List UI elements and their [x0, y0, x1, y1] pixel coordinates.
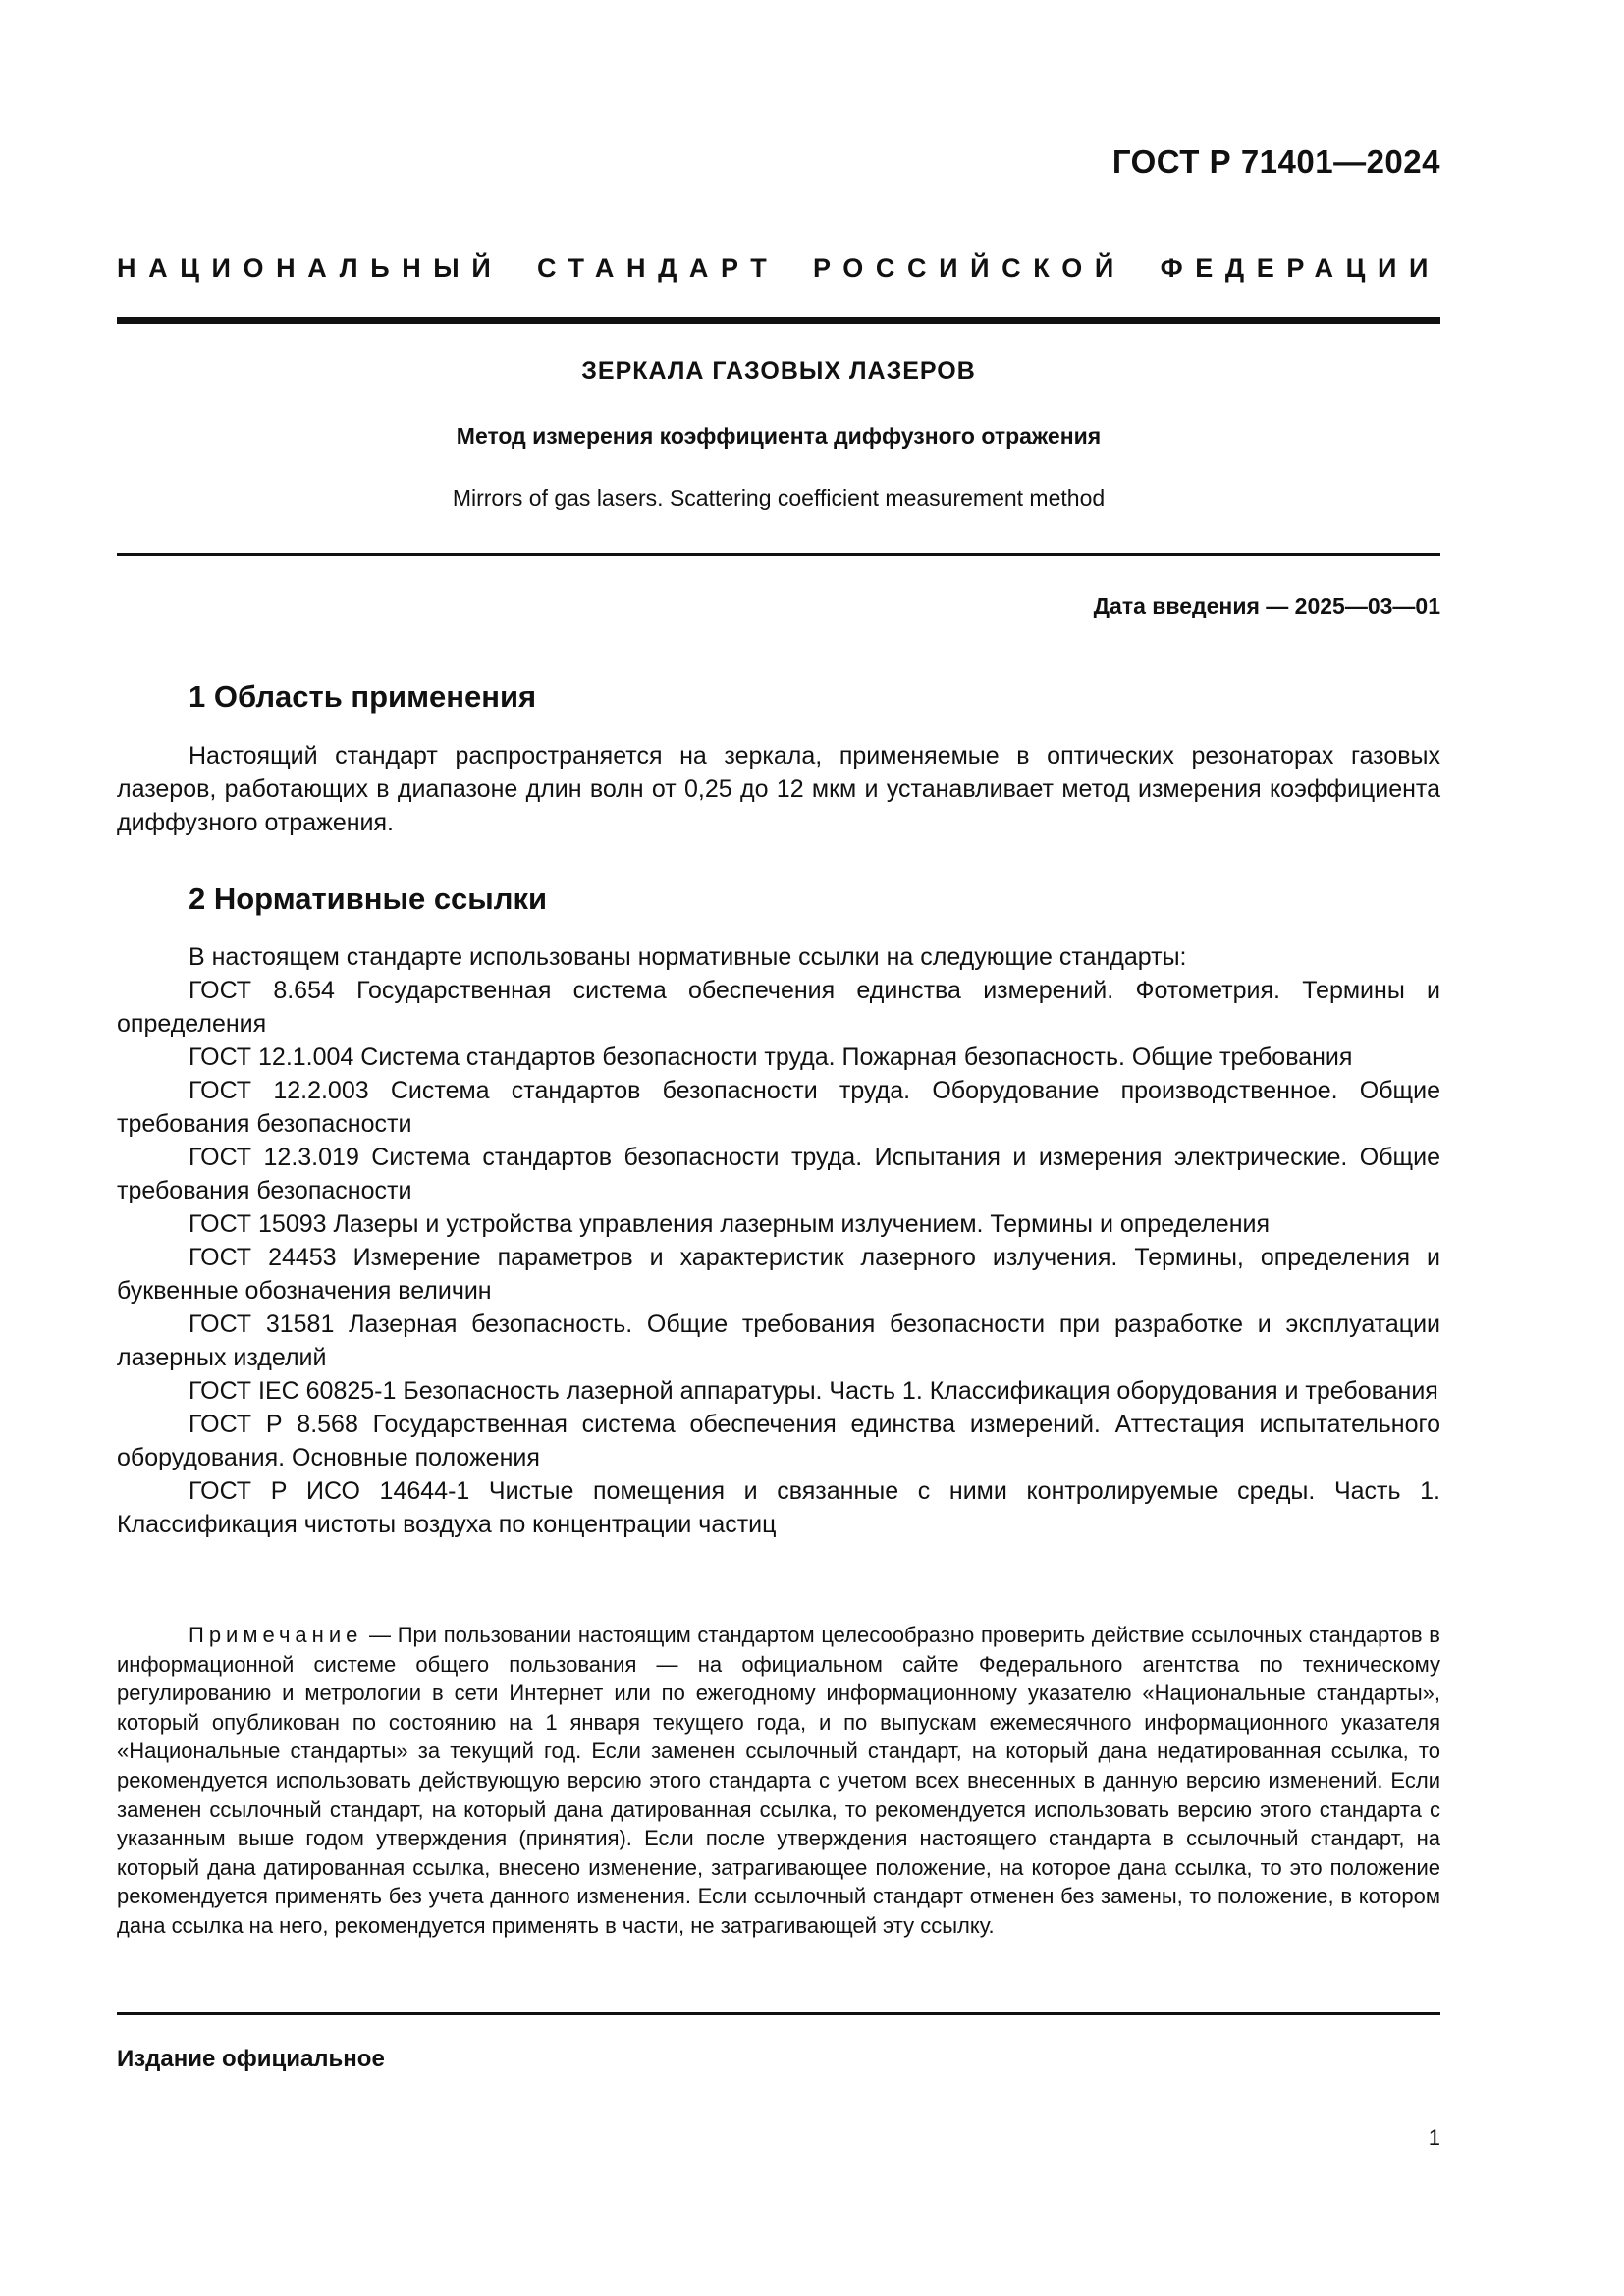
section-1-body	[117, 739, 1440, 839]
reference-item: ГОСТ 15093 Лазеры и устройства управления лазерным излучением. Термины и определения	[189, 1210, 1271, 1238]
note-block	[117, 1621, 1440, 1941]
document-title: ЗЕРКАЛА ГАЗОВЫХ ЛАЗЕРОВ	[581, 357, 976, 385]
note-text: — При пользовании настоящим стандартом целесообразно проверить действие ссылочных стандартов в информационной системе общего пользования — на официальном сайте Федерального агентства по техническому регулированию и метрологии в сети Интернет или по ежегодному информационному указателю «Национальные стандарты», который опубликован по состоянию на 1 января текущего года, и по выпускам ежемесячного информационного указателя «Национальные стандарты» за текущий год. Если заменен ссылочный стандарт, на который дана недатированная ссылка, то рекомендуется использовать действующую версию этого стандарта с учетом всех внесенных в данную версию изменений. Если заменен ссылочный стандарт, на который дана датированная ссылка, то рекомендуется использовать версию этого стандарта с указанным выше годом утверждения (принятия). Если после утверждения настоящего стандарта в ссылочный стандарт, на который дана датированная ссылка, внесено изменение, затрагивающее положение, на которое дана ссылка, то это положение рекомендуется применять без учета данного изменения. Если ссылочный стандарт отменен без замены, то положение, в котором дана ссылка на него, рекомендуется применять в части, не затрагивающей эту ссылку.	[117, 1623, 1440, 1938]
reference-item: ГОСТ 8.654 Государственная система обеспечения единства измерений. Фотометрия. Термины и определения	[117, 977, 1440, 1038]
reference-item: ГОСТ 24453 Измерение параметров и характеристик лазерного излучения. Термины, определения и буквенные обозначения величин	[117, 1244, 1440, 1305]
note-label: Примечание	[189, 1623, 363, 1647]
title-divider	[117, 553, 1440, 556]
section-1-paragraph: Настоящий стандарт распространяется на зеркала, применяемые в оптических резонаторах газовых лазеров, работающих в диапазоне длин волн от 0,25 до 12 мкм и устанавливает метод измерения коэффициента диффузного отражения.	[117, 742, 1440, 836]
reference-item: ГОСТ 12.3.019 Система стандартов безопасности труда. Испытания и измерения электрические. Общие требования безопасности	[117, 1144, 1440, 1204]
section-2-intro: В настоящем стандарте использованы нормативные ссылки на следующие стандарты:	[189, 943, 1187, 971]
document-title-english: Mirrors of gas lasers. Scattering coefficient measurement method	[452, 485, 1106, 510]
section-2-heading: 2 Нормативные ссылки	[189, 881, 548, 916]
page-number: 1	[1428, 2125, 1440, 2150]
reference-item: ГОСТ 12.2.003 Система стандартов безопасности труда. Оборудование производственное. Общие требования безопасности	[117, 1077, 1440, 1138]
section-1-heading: 1 Область применения	[189, 679, 537, 714]
section-2-body	[117, 940, 1440, 1541]
reference-item: ГОСТ IEC 60825-1 Безопасность лазерной аппаратуры. Часть 1. Классификация оборудования и требования	[189, 1377, 1438, 1405]
document-subtitle: Метод измерения коэффициента диффузного отражения	[456, 423, 1102, 449]
document-code: ГОСТ Р 71401—2024	[1111, 143, 1440, 180]
national-standard-banner: НАЦИОНАЛЬНЫЙ СТАНДАРТ РОССИЙСКОЙ ФЕДЕРАЦИИ	[117, 253, 1440, 283]
reference-item: ГОСТ 31581 Лазерная безопасность. Общие требования безопасности при разработке и эксплуатации лазерных изделий	[117, 1310, 1440, 1371]
footer-divider	[117, 2012, 1440, 2015]
edition-label: Издание официальное	[117, 2046, 385, 2072]
header-divider-thick	[117, 317, 1440, 324]
introduction-date: Дата введения — 2025—03—01	[1093, 593, 1440, 618]
note-paragraph	[117, 1621, 1440, 1941]
reference-item: ГОСТ Р 8.568 Государственная система обеспечения единства измерений. Аттестация испытательного оборудования. Основные положения	[117, 1411, 1440, 1471]
reference-item: ГОСТ 12.1.004 Система стандартов безопасности труда. Пожарная безопасность. Общие требования	[189, 1043, 1353, 1071]
document-page	[117, 0, 1440, 2296]
reference-item: ГОСТ Р ИСО 14644-1 Чистые помещения и связанные с ними контролируемые среды. Часть 1. Классификация чистоты воздуха по концентрации частиц	[117, 1477, 1440, 1538]
